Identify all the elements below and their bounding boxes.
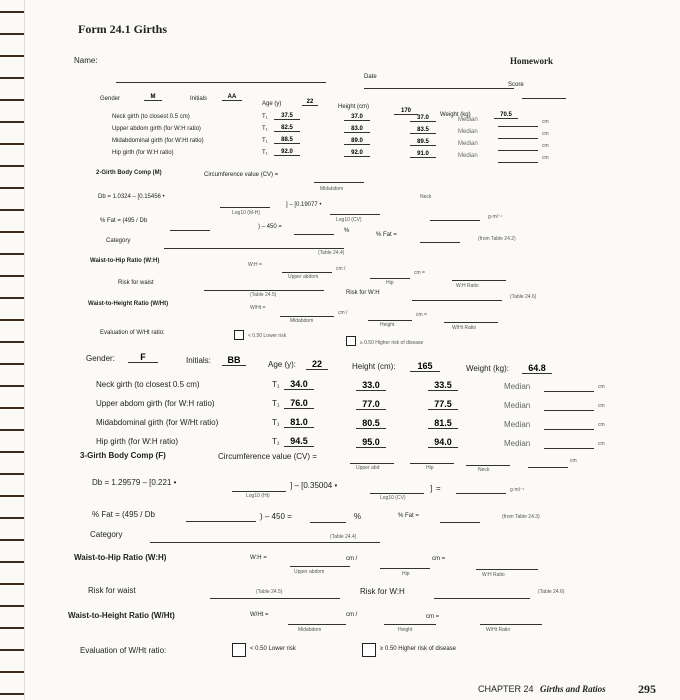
median-label: Median <box>504 438 531 448</box>
cm-unit: cm <box>542 143 549 149</box>
trial-3-value: 91.0 <box>410 151 436 158</box>
female-risk-wh-field[interactable] <box>434 598 530 599</box>
median-field[interactable] <box>544 391 594 392</box>
male-fat-table-field[interactable] <box>420 242 460 243</box>
male-whr-title: Waist-to-Hip Ratio (W:H) <box>90 258 160 264</box>
male-pct: % <box>344 228 350 234</box>
male-cm-div-2: cm / <box>338 310 348 316</box>
trial-2-value: 37.0 <box>344 114 370 121</box>
male-fat-equation-2: ) – 450 = <box>258 224 282 230</box>
female-eval-label: Evaluation of W/Ht ratio: <box>80 646 167 655</box>
female-log-cv-caption: Log10 (CV) <box>380 495 406 501</box>
male-whtr-result[interactable] <box>444 322 498 323</box>
female-comp-title: 3-Girth Body Comp (F) <box>80 451 166 460</box>
female-initials-label: Initials: <box>186 356 211 365</box>
cm-unit: cm <box>598 383 605 390</box>
female-weight: 64.8 <box>522 363 552 374</box>
female-whtr-caption: W/Ht Ratio <box>486 627 511 633</box>
median-field[interactable] <box>498 126 538 127</box>
binder-holes <box>0 0 25 700</box>
female-low-risk-checkbox[interactable] <box>232 643 246 657</box>
male-fat-result[interactable] <box>294 234 334 235</box>
female-log-cv-field[interactable] <box>370 493 424 494</box>
page-number: 295 <box>638 682 656 696</box>
trial-1-marker: T₁ <box>272 399 280 408</box>
male-height-label: Height (cm) <box>338 104 370 110</box>
female-category-label: Category <box>90 530 123 539</box>
male-db-field[interactable] <box>430 220 480 221</box>
male-table245: (Table 24.5) <box>250 292 277 298</box>
trial-2-value: 92.0 <box>344 150 370 157</box>
male-height-caption: Height <box>380 322 395 328</box>
female-log-ht-caption: Log10 (Ht) <box>246 493 270 499</box>
female-whr-result[interactable] <box>476 569 538 570</box>
homework-label: Homework <box>510 56 553 66</box>
trial-2-value: 89.0 <box>344 138 370 145</box>
female-whr-title: Waist-to-Hip Ratio (W:H) <box>74 553 167 562</box>
female-cv-neck-caption: Neck <box>478 467 490 473</box>
trial-1-marker: T₁ <box>262 126 268 132</box>
trial-3-value: 94.0 <box>428 437 458 448</box>
male-hip-field[interactable] <box>370 278 410 279</box>
cm-unit: cm <box>542 155 549 161</box>
cm-unit: cm <box>542 119 549 125</box>
girth-row-label: Upper abdom girth (for W:H ratio) <box>112 126 201 132</box>
female-age-label: Age (y): <box>268 360 297 369</box>
female-whtr-title: Waist-to-Height Ratio (W/Ht) <box>68 611 175 620</box>
female-upper-field[interactable] <box>290 566 350 567</box>
female-db-input[interactable] <box>186 521 256 522</box>
female-cv-label: Circumference value (CV) = <box>218 452 317 461</box>
female-height: 165 <box>410 361 440 372</box>
female-high-risk: ≥ 0.50 Higher risk of disease <box>380 646 456 652</box>
female-cm-div-2: cm / <box>346 612 358 618</box>
male-height: 170 <box>394 108 418 115</box>
male-upper-field[interactable] <box>282 272 332 273</box>
male-db-input[interactable] <box>170 230 210 231</box>
name-field[interactable] <box>116 82 326 83</box>
footer-chapter: CHAPTER 24 Girths and Ratios <box>478 684 606 694</box>
female-high-risk-checkbox[interactable] <box>362 643 376 657</box>
male-risk-waist-field[interactable] <box>204 290 324 291</box>
female-cv-upper-field[interactable] <box>350 463 394 464</box>
female-db-equation-2: ] – [0.35004 • <box>290 481 338 490</box>
median-label: Median <box>458 153 478 159</box>
girth-row-label: Hip girth (for W:H ratio) <box>96 437 179 446</box>
female-cv-unit: cm <box>570 458 577 464</box>
trial-1-marker: T₁ <box>272 437 280 446</box>
male-log-mh-field[interactable] <box>220 207 270 208</box>
female-hip-field[interactable] <box>380 568 430 569</box>
male-weight-label: Weight (kg) <box>440 112 471 118</box>
median-field[interactable] <box>498 162 538 163</box>
male-db-equation: Db = 1.0324 – [0.15456 • <box>98 194 165 200</box>
cm-unit: cm <box>598 402 605 409</box>
female-wh-eq: W:H = <box>250 555 267 561</box>
male-age-label: Age (y) <box>262 101 282 107</box>
median-field[interactable] <box>498 150 538 151</box>
male-fat-equation: % Fat = (495 / Db <box>100 218 148 224</box>
trial-1-marker: T₁ <box>262 114 268 120</box>
trial-1-value: 94.5 <box>284 436 314 447</box>
female-fat-table-field[interactable] <box>440 522 480 523</box>
female-category-field[interactable] <box>150 542 380 543</box>
median-field[interactable] <box>544 448 594 449</box>
female-pct: % <box>354 512 362 521</box>
male-midabdom-field[interactable] <box>280 316 334 317</box>
male-comp-title: 2-Girth Body Comp (M) <box>96 170 162 176</box>
male-neck-caption: Neck <box>420 194 432 200</box>
name-label: Name: <box>74 56 98 65</box>
trial-1-value: 88.5 <box>274 137 300 144</box>
female-risk-wh: Risk for W:H <box>360 587 405 596</box>
female-initials: BB <box>222 355 246 366</box>
score-label: Score <box>508 82 524 88</box>
median-label: Median <box>458 117 478 123</box>
median-field[interactable] <box>498 138 538 139</box>
male-category-label: Category <box>106 238 131 244</box>
female-midabdom-caption: Midabdom <box>298 627 322 633</box>
trial-3-value: 33.5 <box>428 380 458 391</box>
female-age: 22 <box>306 359 328 370</box>
female-fat-label: % Fat = <box>398 513 419 519</box>
male-from-table: (from Table 24.2) <box>478 236 516 242</box>
median-field[interactable] <box>544 410 594 411</box>
trial-3-value: 83.5 <box>410 127 436 134</box>
female-risk-waist: Risk for waist <box>88 586 136 595</box>
score-field[interactable] <box>522 98 566 99</box>
female-risk-waist-field[interactable] <box>210 598 340 599</box>
male-log-cv-caption: Log10 (CV) <box>336 217 362 223</box>
girth-row-label: Midabdominal girth (for W/Ht ratio) <box>96 418 219 427</box>
trial-3-value: 77.5 <box>428 399 458 410</box>
female-cv-hip-field[interactable] <box>410 463 454 464</box>
male-log-cv-field[interactable] <box>330 214 380 215</box>
date-label: Date <box>364 74 377 80</box>
male-cm-eq-2: cm = <box>416 312 427 318</box>
female-cv-neck-field[interactable] <box>466 465 510 466</box>
trial-1-value: 81.0 <box>284 417 314 428</box>
male-cm-eq: cm = <box>414 270 425 276</box>
female-whtr-result[interactable] <box>480 624 542 625</box>
male-weight: 70.5 <box>494 112 518 119</box>
female-low-risk: < 0.50 Lower risk <box>250 646 296 652</box>
male-gender-label: Gender <box>100 96 121 102</box>
female-upper-abd-caption: Upper abd <box>356 465 380 471</box>
male-gmi: g·ml⁻¹ <box>488 214 503 220</box>
female-cm-eq: cm = <box>432 556 446 562</box>
girth-row-label: Neck girth (to closest 0.5 cm) <box>96 380 200 389</box>
male-whr-caption: W:H Ratio <box>456 283 479 289</box>
female-gmi: g·ml⁻¹ <box>510 487 525 493</box>
male-wh-eq: W:H = <box>248 262 262 268</box>
female-cm-div: cm / <box>346 556 358 562</box>
female-wht-eq: W/Ht = <box>250 612 269 618</box>
trial-3-value: 81.5 <box>428 418 458 429</box>
female-weight-label: Weight (kg): <box>466 364 509 373</box>
female-gender-label: Gender: <box>86 354 115 363</box>
trial-1-value: 82.5 <box>274 125 300 132</box>
trial-2-value: 33.0 <box>356 380 386 391</box>
trial-1-marker: T₁ <box>262 150 268 156</box>
median-label: Median <box>504 400 531 410</box>
male-risk-waist: Risk for waist <box>118 280 154 286</box>
male-wht-eq: W/Ht = <box>250 305 266 311</box>
female-cv-result[interactable] <box>528 467 568 468</box>
female-log-ht-field[interactable] <box>232 491 286 492</box>
cm-unit: cm <box>598 421 605 428</box>
female-table245: (Table 24.5) <box>256 589 283 595</box>
male-table244: (Table 24.4) <box>318 250 345 256</box>
trial-2-value: 77.0 <box>356 399 386 410</box>
female-upper-caption: Upper abdom <box>294 569 325 575</box>
male-log-mh-caption: Log10 (M-H) <box>232 210 261 216</box>
male-category-field[interactable] <box>164 248 344 249</box>
male-hip-caption: Hip <box>386 280 394 286</box>
male-cv-label: Circumference value (CV) = <box>204 172 279 178</box>
median-label: Median <box>504 419 531 429</box>
male-initials: AA <box>222 94 242 101</box>
male-whtr-title: Waist-to-Height Ratio (W/Ht) <box>88 301 169 307</box>
male-midabdom-caption: Midabdom <box>320 186 344 192</box>
trial-1-value: 92.0 <box>274 149 300 156</box>
trial-2-value: 80.5 <box>356 418 386 429</box>
median-label: Median <box>458 141 478 147</box>
female-gender: F <box>128 352 158 363</box>
trial-1-marker: T₁ <box>262 138 268 144</box>
male-db-equation-2: ] – [0.19077 • <box>286 202 322 208</box>
male-initials-label: Initials <box>190 96 208 102</box>
female-from-table: (from Table 24.3) <box>502 514 540 520</box>
female-fat-equation: % Fat = (495 / Db <box>92 510 155 519</box>
median-field[interactable] <box>544 429 594 430</box>
form-title: Form 24.1 Girths <box>78 22 167 36</box>
male-upper-caption: Upper abdom <box>288 274 319 280</box>
female-cv-hip-caption: Hip <box>426 465 434 471</box>
male-risk-wh-field[interactable] <box>412 300 502 301</box>
male-low-risk-checkbox[interactable] <box>234 330 244 340</box>
median-label: Median <box>458 129 478 135</box>
male-low-risk: < 0.50 Lower risk <box>248 333 287 339</box>
female-fat-equation-2: ) – 450 = <box>260 512 292 521</box>
male-height-field[interactable] <box>368 320 412 321</box>
male-fat-label: % Fat = <box>376 232 397 238</box>
male-eval-label: Evaluation of W/Ht ratio: <box>100 330 165 336</box>
female-hip-caption: Hip <box>402 571 410 577</box>
male-high-risk: ≥ 0.50 Higher risk of disease <box>360 340 424 346</box>
female-height-field[interactable] <box>384 624 436 625</box>
worksheet-page: Form 24.1 Girths Homework Name: Date Score Gender M Initials AA Age (y) 22 Height (cm) 170 Weight (kg) 70.5 Neck girth (to closest 0.5 cm) T₁ 37.5 37.0 37.0 Median cm Upper abdom girth (for W:H ratio) T₁ 82.5 83.0 83.5 Median cm Midabdominal girth (for W:Ht ratio) T₁ 88.5 89.0 89.5 Median cm Hip girth (for W:H ratio) T₁ 92.0 92.0 91.0 Median cm 2-Girth Body Comp (M) Circumference value (CV) = Midabdom Neck Db = 1.0324 – [0.15456 • Log10 (M-H) ] – [0.19077 • Log10 (CV) g·ml⁻¹ % Fat = (495 / Db ) – 450 = % % Fat = (from Table 24.2) Category (Table 24.4) Waist-to-Hip Ratio (W:H) W:H = Upper abdom cm / Hip cm = W:H Ratio Risk for waist (Table 24.5) Risk for W:H (Table 24.6) Waist-to-Height Ratio (W/Ht) W/Ht = Midabdom cm / Height cm = W/Ht Ratio Evaluation of W/Ht ratio: < 0.50 Lower risk ≥ 0.50 Higher risk of disease Gender: F Initials: BB Age (y): 22 Height (cm): 165 Weight (kg): 64.8 Neck girth (to closest 0.5 cm) T₁ 34.0 33.0 33.5 Median cm Upper abdom girth (for W:H ratio) T₁ 76.0 77.0 77.5 Median cm Midabdominal girth (for W/Ht ratio) T₁ 81.0 80.5 81.5 Median cm Hip girth (for W:H ratio) T₁ 94.5 95.0 94.0 Median cm 3-Girth Body Comp (F) Circumference value (CV) = Upper abd Hip Neck cm Db = 1.29579 – [0.221 • Log10 (Ht) ] – [0.35004 • Log10 (CV) ] = g·ml⁻¹ % Fat = (495 / Db ) – 450 = % % Fat = (from Table 24.3) Category (Table 24.4) Waist-to-Hip Ratio (W:H) W:H = Upper abdom cm / Hip cm = W:H Ratio Risk for waist (Table 24.5) Risk for W:H (Table 24.6) Waist-to-Height Ratio (W/Ht) W/Ht = Midabdom cm / Height cm = W/Ht Ratio Evaluation of W/Ht ratio: < 0.50 Lower risk ≥ 0.50 Higher risk of disease CHAPTER 24 Girths and Ratios 295 <box>0 0 680 700</box>
female-table246: (Table 24.6) <box>538 589 565 595</box>
male-high-risk-checkbox[interactable] <box>346 336 356 346</box>
female-table244: (Table 24.4) <box>330 534 357 540</box>
girth-row-label: Neck girth (to closest 0.5 cm) <box>112 114 190 120</box>
male-risk-wh: Risk for W:H <box>346 290 380 296</box>
male-midabdom-caption: Midabdom <box>290 318 314 324</box>
trial-3-value: 37.0 <box>410 115 436 122</box>
cm-unit: cm <box>542 131 549 137</box>
female-height-caption: Height <box>398 627 413 633</box>
girth-row-label: Midabdominal girth (for W:Ht ratio) <box>112 138 204 144</box>
male-table246: (Table 24.6) <box>510 294 537 300</box>
female-fat-result[interactable] <box>310 522 346 523</box>
male-whtr-caption: W/Ht Ratio <box>452 325 477 331</box>
female-whr-caption: W:H Ratio <box>482 572 505 578</box>
female-midabdom-field[interactable] <box>288 624 346 625</box>
median-label: Median <box>504 381 531 391</box>
trial-2-value: 83.0 <box>344 126 370 133</box>
male-age: 22 <box>302 99 318 106</box>
trial-1-marker: T₁ <box>272 380 280 389</box>
trial-1-marker: T₁ <box>272 418 280 427</box>
girth-row-label: Upper abdom girth (for W:H ratio) <box>96 399 215 408</box>
trial-1-value: 37.5 <box>274 113 300 120</box>
male-gender: M <box>144 94 162 101</box>
male-cv-field[interactable] <box>314 182 364 183</box>
trial-2-value: 95.0 <box>356 437 386 448</box>
trial-1-value: 76.0 <box>284 398 314 409</box>
trial-1-value: 34.0 <box>284 379 314 390</box>
male-whr-result[interactable] <box>452 280 506 281</box>
male-cm-div: cm / <box>336 266 346 272</box>
girth-row-label: Hip girth (for W:H ratio) <box>112 150 174 156</box>
trial-3-value: 89.5 <box>410 139 436 146</box>
date-field[interactable] <box>364 88 514 89</box>
female-height-label: Height (cm): <box>352 362 396 371</box>
cm-unit: cm <box>598 440 605 447</box>
female-cm-eq-2: cm = <box>426 614 440 620</box>
female-db-field[interactable] <box>456 493 506 494</box>
female-db-equation: Db = 1.29579 – [0.221 • <box>92 478 177 487</box>
